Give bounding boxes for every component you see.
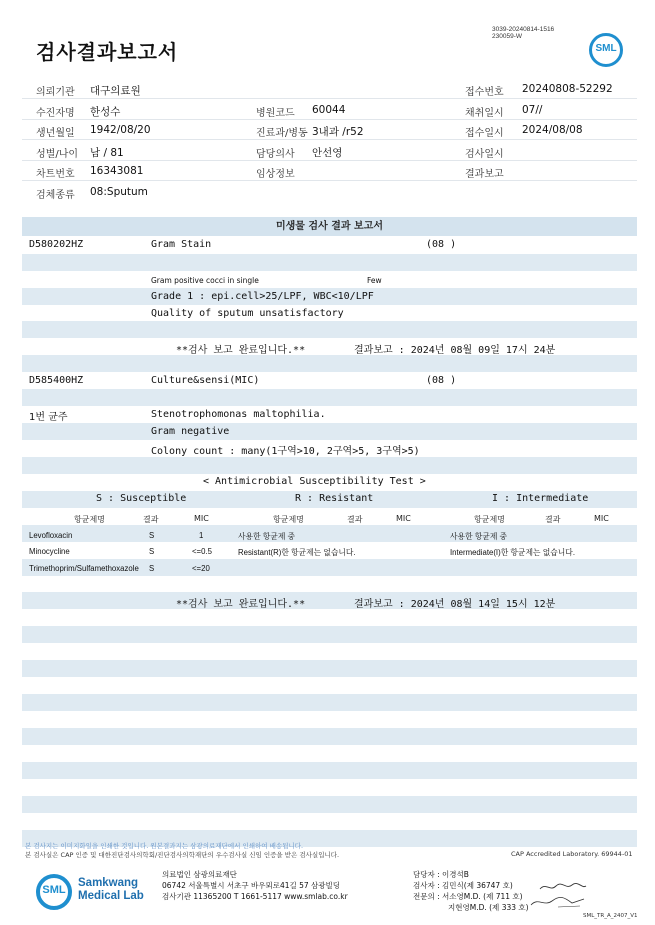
info-row	[22, 182, 637, 202]
label-specimen: 검체종류	[36, 190, 75, 201]
gram-test-code: D580202HZ	[29, 239, 84, 250]
tester-signature-icon	[538, 880, 588, 894]
value-patient-name: 한성수	[90, 106, 121, 118]
label-result-report: 결과보고	[465, 169, 504, 180]
ast-col-drug: 항균제명	[273, 515, 304, 524]
ast-col-drug: 항균제명	[474, 515, 505, 524]
row-band	[22, 694, 637, 711]
form-code: SML_TR_A_2407_V1	[583, 913, 638, 919]
value-receipt-no: 20240808-52292	[522, 83, 613, 95]
row-band	[22, 796, 637, 813]
ast-col-result: 결과	[347, 515, 363, 524]
ast-col-result: 결과	[143, 515, 159, 524]
row-band	[22, 626, 637, 643]
culture-test-code: D585400HZ	[29, 375, 84, 386]
ast-result: S	[149, 547, 155, 556]
resistant-note-1: 사용한 항균제 중	[238, 532, 296, 541]
info-row	[22, 100, 637, 120]
culture-specimen-code: (08 )	[426, 375, 457, 386]
brand-line1: Samkwang	[78, 877, 139, 889]
ast-col-mic: MIC	[396, 514, 411, 523]
gram-finding-amount: Few	[367, 276, 382, 285]
ast-drug: Levofloxacin	[29, 531, 73, 540]
ast-col-result: 결과	[545, 515, 561, 524]
info-row	[22, 161, 637, 181]
label-department: 진료과/병동	[256, 128, 308, 139]
gram-quality: Quality of sputum unsatisfactory	[151, 308, 344, 319]
label-birth-date: 생년월일	[36, 128, 75, 139]
gram-report-time: 결과보고 : 2024년 08월 09일 17시 24분	[354, 345, 556, 356]
lab-address: 06742 서울특별시 서초구 바우뫼로41길 57 삼광빌딩	[162, 881, 341, 890]
label-doctor: 담당의사	[256, 149, 295, 160]
row-band	[22, 389, 637, 406]
row-band	[22, 525, 637, 542]
staff-label: 담당자 :	[413, 870, 440, 879]
label-patient-name: 수진자명	[36, 108, 75, 119]
ast-result: S	[149, 531, 155, 540]
tester-label: 검사자 :	[413, 881, 440, 890]
label-collection-date: 채취일시	[465, 108, 504, 119]
specialist-signature-icon	[528, 893, 588, 911]
value-collection-date: 07//	[522, 104, 543, 116]
label-test-date: 검사일시	[465, 149, 504, 160]
value-hospital-code: 60044	[312, 104, 346, 116]
row-band	[22, 762, 637, 779]
staff-block	[413, 869, 529, 913]
info-row	[22, 120, 637, 140]
colony-count: Colony count : many(1구역>10, 2구역>5, 3구역>5)	[151, 446, 420, 457]
value-receipt-date: 2024/08/08	[522, 124, 583, 136]
value-birth-date: 1942/08/20	[90, 124, 151, 136]
brand-name	[78, 877, 144, 903]
label-institution: 의뢰기관	[36, 87, 75, 98]
footer-print-note: 본 검사지는 이미지화일을 인쇄한 것입니다. 원본결과지는 삼광의료재단에서 인쇄하여 배송됩니다.	[25, 842, 304, 850]
document-id	[492, 26, 554, 40]
info-row	[22, 79, 637, 99]
ast-col-drug: 항균제명	[74, 515, 105, 524]
ast-title: < Antimicrobial Susceptibility Test >	[203, 476, 426, 487]
ast-mic: <=0.5	[192, 547, 212, 556]
culture-report-time: 결과보고 : 2024년 08월 14일 15시 12분	[354, 599, 556, 610]
document-id-line2: 230059-W	[492, 33, 522, 40]
value-sex-age: 남 / 81	[90, 147, 124, 159]
sml-footer-logo-text: SML	[42, 884, 66, 896]
ast-mic: 1	[199, 531, 204, 540]
row-band	[22, 728, 637, 745]
row-band	[22, 254, 637, 271]
label-hospital-code: 병원코드	[256, 108, 295, 119]
document-id-line1: 3039-20240814-1516	[492, 26, 555, 33]
legend-intermediate: I : Intermediate	[492, 493, 589, 504]
report-heading-band	[22, 217, 637, 236]
ast-drug: Trimethoprim/Sulfamethoxazole	[29, 564, 139, 573]
value-chart-no: 16343081	[90, 165, 144, 177]
specialist-1: 서소영M.D. (제 711 호)	[442, 892, 523, 901]
lab-info	[162, 869, 348, 902]
gram-grade: Grade 1 : epi.cell>25/LPF, WBC<10/LPF	[151, 291, 374, 302]
legend-resistant: R : Resistant	[295, 493, 374, 504]
intermediate-note-1: 사용한 항균제 중	[450, 532, 508, 541]
culture-test-name: Culture&sensi(MIC)	[151, 375, 260, 386]
report-title: 검사결과보고서	[36, 40, 179, 64]
specialist-label: 전문의 :	[413, 892, 440, 901]
lab-phone: 검사기관 11365200 T 1661-5117 www.smlab.co.kr	[162, 892, 348, 901]
tester-name: 김민식(제 36747 호)	[442, 881, 513, 890]
gram-complete-message: **검사 보고 완료입니다.**	[176, 345, 306, 356]
specialist-2: 지현영M.D. (제 333 호)	[448, 903, 529, 912]
value-specimen: 08:Sputum	[90, 186, 148, 198]
organism-gram: Gram negative	[151, 426, 230, 437]
info-row	[22, 141, 637, 161]
resistant-note-2: Resistant(R)한 항균제는 없습니다.	[238, 548, 356, 557]
organism-name: Stenotrophomonas maltophilia.	[151, 409, 326, 420]
row-band	[22, 423, 637, 440]
value-doctor: 안선영	[312, 147, 343, 159]
sml-logo-text: SML	[595, 43, 617, 54]
culture-complete-message: **검사 보고 완료입니다.**	[176, 599, 306, 610]
gram-specimen-code: (08 )	[426, 239, 457, 250]
gram-test-name: Gram Stain	[151, 239, 212, 250]
row-band	[22, 355, 637, 372]
legend-susceptible: S : Susceptible	[96, 493, 187, 504]
label-sex-age: 성별/나이	[36, 149, 79, 160]
lab-org: 의료법인 삼광의료재단	[162, 870, 237, 879]
cap-accreditation: CAP Accredited Laboratory. 69944-01	[511, 850, 633, 858]
ast-mic: <=20	[192, 564, 210, 573]
ast-col-mic: MIC	[594, 514, 609, 523]
value-institution: 대구의료원	[90, 85, 141, 97]
footer-accreditation-note: 본 검사실은 CAP 인증 및 대한진단검사의학회/진단검사의학재단의 우수검사실 신임 인증을 받은 검사실입니다.	[25, 851, 340, 859]
brand-line2: Medical Lab	[78, 890, 144, 902]
label-receipt-no: 접수번호	[465, 87, 504, 98]
ast-drug: Minocycline	[29, 547, 70, 556]
staff-name: 이경석B	[442, 870, 469, 879]
ast-col-mic: MIC	[194, 514, 209, 523]
row-band	[22, 457, 637, 474]
isolate-label: 1번 균주	[29, 412, 68, 423]
gram-finding: Gram positive cocci in single	[151, 276, 259, 285]
ast-result: S	[149, 564, 155, 573]
intermediate-note-2: Intermediate(I)한 항균제는 없습니다.	[450, 548, 575, 557]
label-chart-no: 차트번호	[36, 169, 75, 180]
row-band	[22, 321, 637, 338]
label-clinical-info: 임상정보	[256, 169, 295, 180]
value-department: 3내과 /r52	[312, 126, 364, 138]
label-receipt-date: 접수일시	[465, 128, 504, 139]
row-band	[22, 660, 637, 677]
report-heading: 미생물 검사 결과 보고서	[275, 221, 384, 232]
